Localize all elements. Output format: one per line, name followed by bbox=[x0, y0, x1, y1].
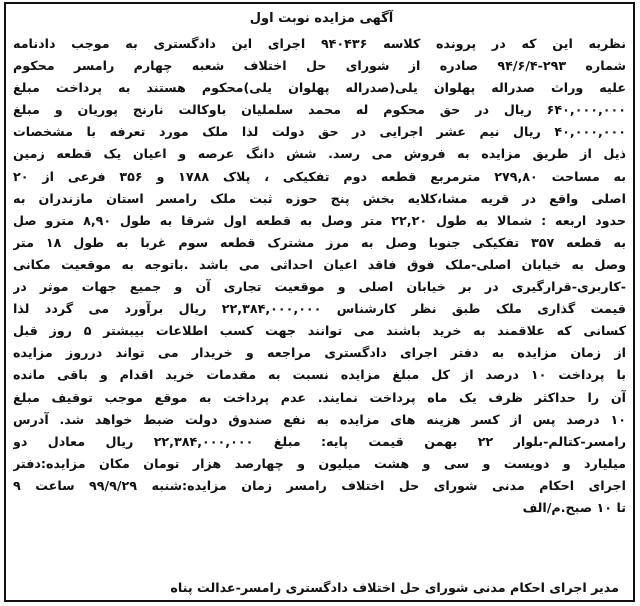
notice-line: کسانی که علاقمند به خرید باشند می توانند جهت کسب اطلاعات بیبشتر ۵ روز قبل bbox=[13, 323, 626, 339]
notice-line: تا ۱۰ صبح.م/الف bbox=[522, 499, 626, 515]
notice-line: اجرای احکام مدنی شورای حل اختلاف رامسر زمان مزایده:شنبه ۹۹/۹/۲۹ ساعت ۹ bbox=[13, 477, 626, 493]
notice-line: ذیل از طریق مزایده به فروش می رسد. شش دانگ عرصه و اعیان یک قطعه زمین bbox=[13, 146, 626, 162]
notice-line: حدود اربعه : شمالا به طول ۲۲,۲۰ متر وصل به قطعه اول شرقا به طول ۸,۹۰ مترو صل bbox=[13, 212, 626, 228]
notice-line: میلیارد و دویست و سی و هشت میلیون و چهارصد هزار تومان مکان مزایده:دفتر bbox=[13, 455, 626, 471]
notice-line: نظربه این که در پرونده کلاسه ۹۴۰۴۳۶ اجرای این دادگستری به موجب دادنامه bbox=[13, 36, 626, 51]
notice-line: به قطعه ۳۵۷ تفکیکی جنوبا وصل به مرز مشترک قطعه سوم غربا به طول ۱۸ متر bbox=[13, 234, 626, 250]
notice-line: ۴۰,۰۰۰,۰۰۰ ریال نیم عشر اجرایی در حق دولت لذا ملک مورد تعرفه با مشخصات bbox=[13, 124, 626, 140]
notice-line: از زمان مزایده به دفتر اجرای دادگستری مراجعه و خریدار می تواند درروز مزایده bbox=[13, 345, 626, 361]
notice-line: -کاربری-قرارگیری در بر خیابان اصلی و موقعیت تجاری آن و جمیع جهات موثر در bbox=[13, 279, 626, 295]
notice-line: ۶۴۰,۰۰۰,۰۰۰ ریال در حق محکوم له محمد سلملیان باوکالت نارنج پوریان و مبلغ bbox=[13, 102, 626, 118]
notice-line: قیمت گذاری ملک طبق نظر کارشناس ۲۲,۳۸۴,۰۰۰,۰۰۰ ریال برآورد می گردد لذا bbox=[13, 301, 626, 317]
notice-line: شماره ۲۹۳-۹۴/۶/۴ صادره از شورای حل اختلاف شعبه چهارم رامسر محکوم bbox=[13, 58, 626, 74]
notice-body bbox=[6, 33, 633, 519]
notice-signature: مدیر اجرای احکام مدنی شورای حل اختلاف دادگستری رامسر-عدالت پناه bbox=[170, 580, 619, 595]
notice-line: وصل به خیابان اصلی-ملک فوق فاقد اعیان احداثی می باشد .باتوجه به موقعیت مکانی bbox=[13, 256, 626, 272]
notice-line: با پرداخت ۱۰ درصد از کل مبلغ مزایده نسبت به مقدمات خرید اقدام و باقی مانده bbox=[13, 367, 626, 383]
notice-line: علیه وراث صدراله پهلوان یلی(صدراله پهلوان یلی)محکوم هستند به پرداخت مبلغ bbox=[13, 80, 626, 96]
notice-line: آن را حداکثر ظرف یک ماه پرداخت نمایند. عدم پرداخت به موقع موجب توقیف مبلغ bbox=[13, 389, 626, 405]
notice-line: ۱۰ درصد پس از کسر هزینه های مزایده به نفع صندوق دولت ضبط خواهد شد. آدرس bbox=[13, 411, 626, 427]
notice-line: رامسر-کتالم-بلوار ۲۲ بهمن قیمت پایه: مبلغ ۲۲,۳۸۴,۰۰۰,۰۰۰ ریال معادل دو bbox=[13, 433, 626, 449]
notice-line: به مساحت ۲۷۹,۸۰ مترمربع قطعه دوم تفکیکی ، پلاک ۱۷۸۸ و ۳۵۶ فرعی از ۲۰ bbox=[13, 168, 626, 184]
notice-line: اصلی واقع در قریه مشا،کلایه بخش پنج حوزه ثبت ملک رامسر استان مازندران به bbox=[13, 190, 626, 206]
notice-frame bbox=[4, 2, 635, 602]
notice-title: آگهی مزایده نوبت اول bbox=[249, 11, 394, 26]
